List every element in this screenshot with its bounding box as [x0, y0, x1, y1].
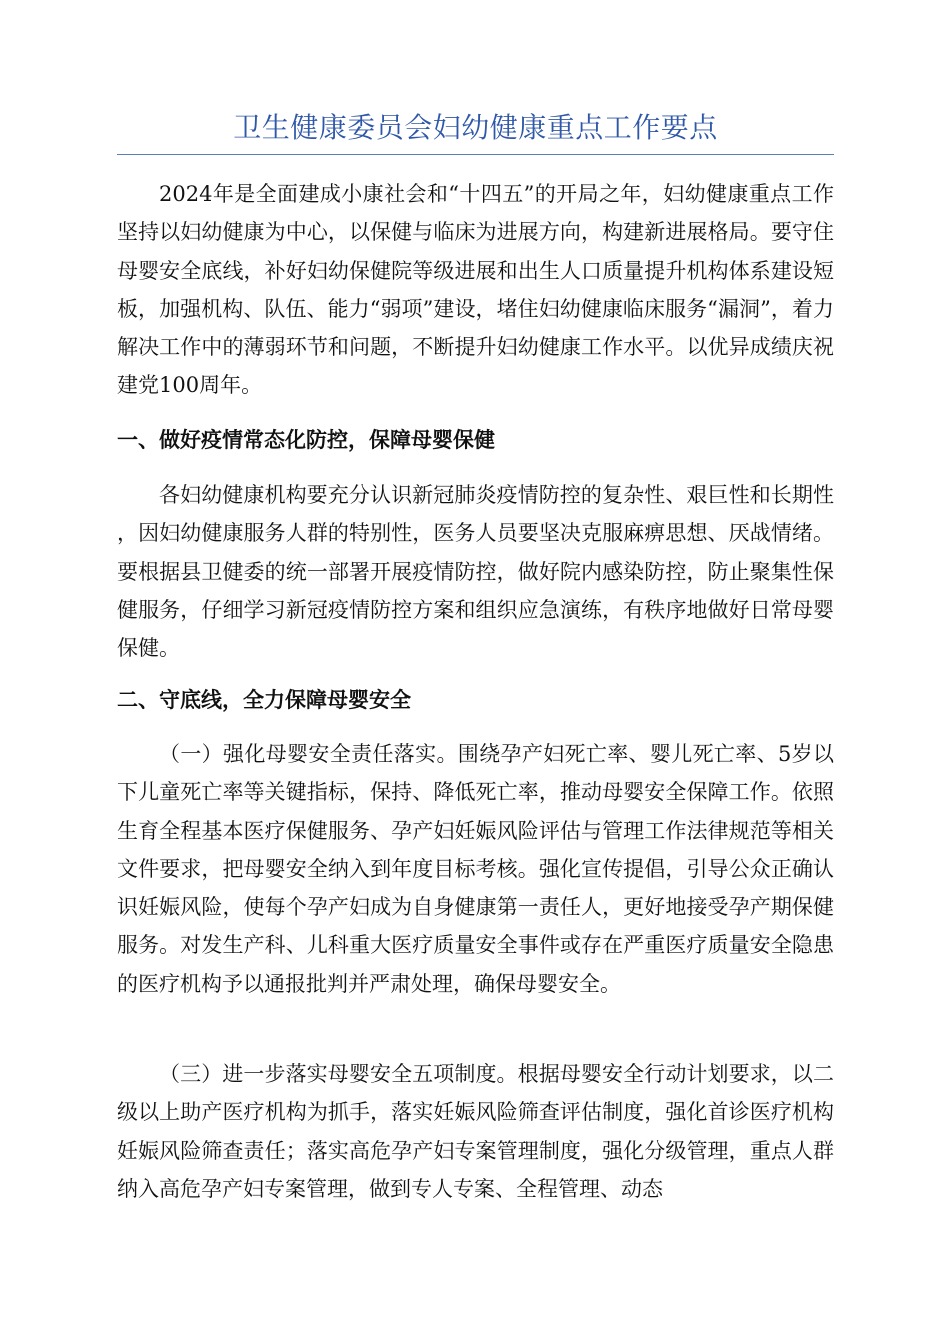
- section-2-paragraph-1: （一）强化母婴安全责任落实。围绕孕产妇死亡率、婴儿死亡率、5岁以下儿童死亡率等关键指标，保持、降低死亡率，推动母婴安全保障工作。依照生育全程基本医疗保健服务、孕产妇妊娠风险评估与管理工作法律规范等相关文件要求，把母婴安全纳入到年度目标考核。强化宣传提倡，引导公众正确认识妊娠风险，使每个孕产妇成为自身健康第一责任人，更好地接受孕产期保健服务。对发生产科、儿科重大医疗质量安全事件或存在严重医疗质量安全隐患的医疗机构予以通报批判并严肃处理，确保母婴安全。: [117, 742, 834, 996]
- title-underline: [117, 154, 834, 155]
- section-1-paragraph-1: 各妇幼健康机构要充分认识新冠肺炎疫情防控的复杂性、艰巨性和长期性，因妇幼健康服务人群的特别性，医务人员要坚决克服麻痹思想、厌战情绪。要根据县卫健委的统一部署开展疫情防控，做好院内感染防控，防止聚集性保健服务，仔细学习新冠疫情防控方案和组织应急演练，有秩序地做好日常母婴保健。: [117, 483, 834, 661]
- title-block: [117, 108, 834, 158]
- section-2-paragraph-2: （三）进一步落实母婴安全五项制度。根据母婴安全行动计划要求，以二级以上助产医疗机构为抓手，落实妊娠风险筛查评估制度，强化首诊医疗机构妊娠风险筛查责任；落实高危孕产妇专案管理制度，强化分级管理，重点人群纳入高危孕产妇专案管理，做到专人专案、全程管理、动态: [117, 1062, 834, 1201]
- document-title: 卫生健康委员会妇幼健康重点工作要点: [233, 111, 718, 144]
- section-heading-2: 二、守底线，全力保障母婴安全: [117, 688, 411, 712]
- intro-paragraph: 2024年是全面建成小康社会和“十四五”的开局之年，妇幼健康重点工作坚持以妇幼健康为中心，以保健与临床为进展方向，构建新进展格局。要守住母婴安全底线，补好妇幼保健院等级进展和出生人口质量提升机构体系建设短板，加强机构、队伍、能力“弱项”建设，堵住妇幼健康临床服务“漏洞”，着力解决工作中的薄弱环节和问题，不断提升妇幼健康工作水平。以优异成绩庆祝建党100周年。: [117, 182, 834, 398]
- section-heading-1: 一、做好疫情常态化防控，保障母婴保健: [117, 428, 495, 452]
